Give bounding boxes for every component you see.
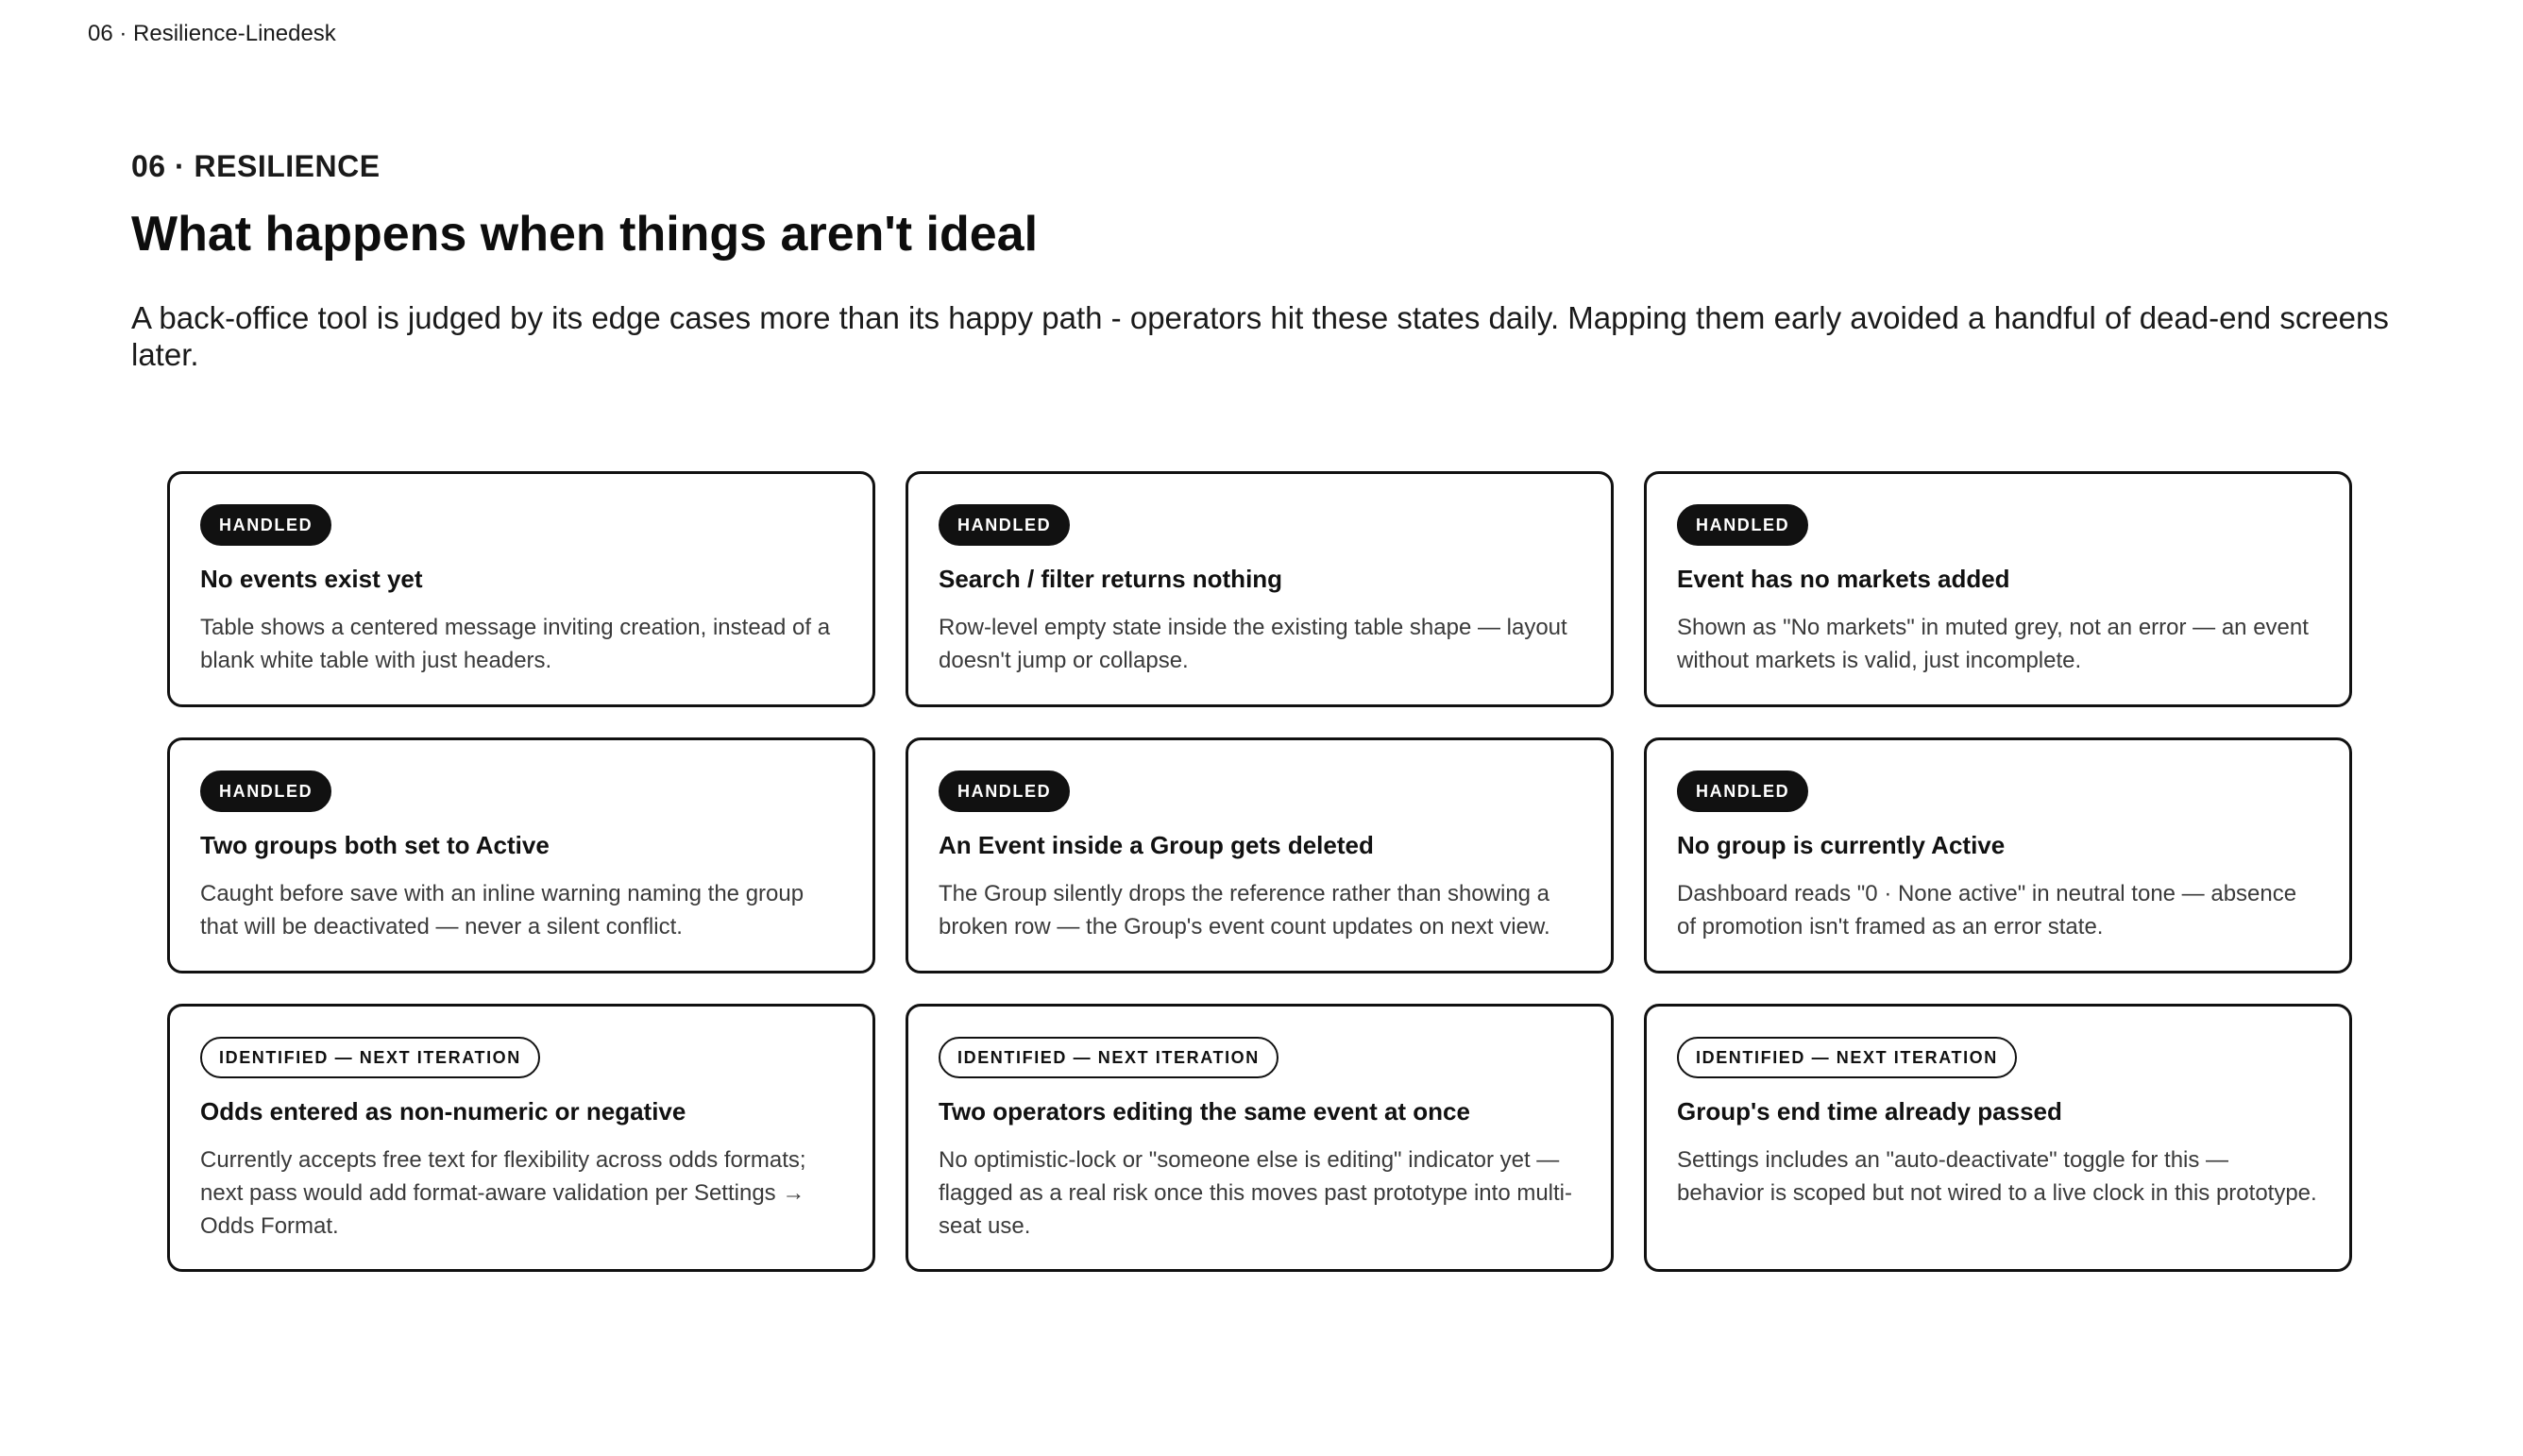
status-badge-handled: HANDLED [939,504,1070,546]
edge-case-card [906,1004,1614,1272]
card-body: Dashboard reads "0 · None active" in neutral tone — absence of promotion isn't framed as an error state. [1677,881,2297,940]
status-badge-handled: HANDLED [939,770,1070,812]
card-body: Settings includes an "auto-deactivate" toggle for this — behavior is scoped but not wired to a live clock in this prototype. [1677,1147,2317,1207]
card-title: Search / filter returns nothing [939,565,1283,593]
card-body: Currently accepts free text for flexibility across odds formats; next pass would add format-aware validation per Settings → Odds Format. [200,1147,806,1240]
edge-case-card [906,471,1614,707]
card-body: The Group silently drops the reference rather than showing a broken row — the Group's event count updates on next view. [939,881,1550,940]
card-title: Group's end time already passed [1677,1097,2062,1126]
edge-case-card [167,471,875,707]
status-badge-handled: HANDLED [1677,504,1808,546]
edge-case-card [167,737,875,973]
section-intro: A back-office tool is judged by its edge cases more than its happy path - operators hit these states daily. Mapping them early avoided a handful of dead-end screens later. [131,299,2389,373]
card-body: Caught before save with an inline warning naming the group that will be deactivated — never a silent conflict. [200,881,804,940]
card-body: Table shows a centered message inviting creation, instead of a blank white table with just headers. [200,615,831,674]
card-title: An Event inside a Group gets deleted [939,831,1374,859]
frame-label: 06 · Resilience-Linedesk [88,21,336,46]
section-eyebrow: 06 · RESILIENCE [131,149,381,183]
card-title: Two groups both set to Active [200,831,550,859]
status-badge-handled: HANDLED [200,504,331,546]
edge-case-card [1644,737,2352,973]
edge-case-card [1644,471,2352,707]
card-title: Two operators editing the same event at once [939,1097,1470,1126]
section-title: What happens when things aren't ideal [131,207,1039,262]
section-header [131,149,2416,374]
status-badge-next-iteration: IDENTIFIED — NEXT ITERATION [939,1037,1278,1078]
edge-case-card [906,737,1614,973]
status-badge-handled: HANDLED [1677,770,1808,812]
card-title: No events exist yet [200,565,423,593]
card-body: No optimistic-lock or "someone else is editing" indicator yet — flagged as a real risk once this moves past prototype into multi-seat use. [939,1147,1572,1240]
edge-case-card [1644,1004,2352,1272]
card-title: No group is currently Active [1677,831,2006,859]
edge-case-grid [167,471,2352,1272]
status-badge-handled: HANDLED [200,770,331,812]
status-badge-next-iteration: IDENTIFIED — NEXT ITERATION [200,1037,540,1078]
edge-case-card [167,1004,875,1272]
card-body: Shown as "No markets" in muted grey, not an error — an event without markets is valid, just incomplete. [1677,615,2309,674]
status-badge-next-iteration: IDENTIFIED — NEXT ITERATION [1677,1037,2017,1078]
card-body: Row-level empty state inside the existing table shape — layout doesn't jump or collapse. [939,615,1567,674]
card-title: Event has no markets added [1677,565,2010,593]
card-title: Odds entered as non-numeric or negative [200,1097,686,1126]
